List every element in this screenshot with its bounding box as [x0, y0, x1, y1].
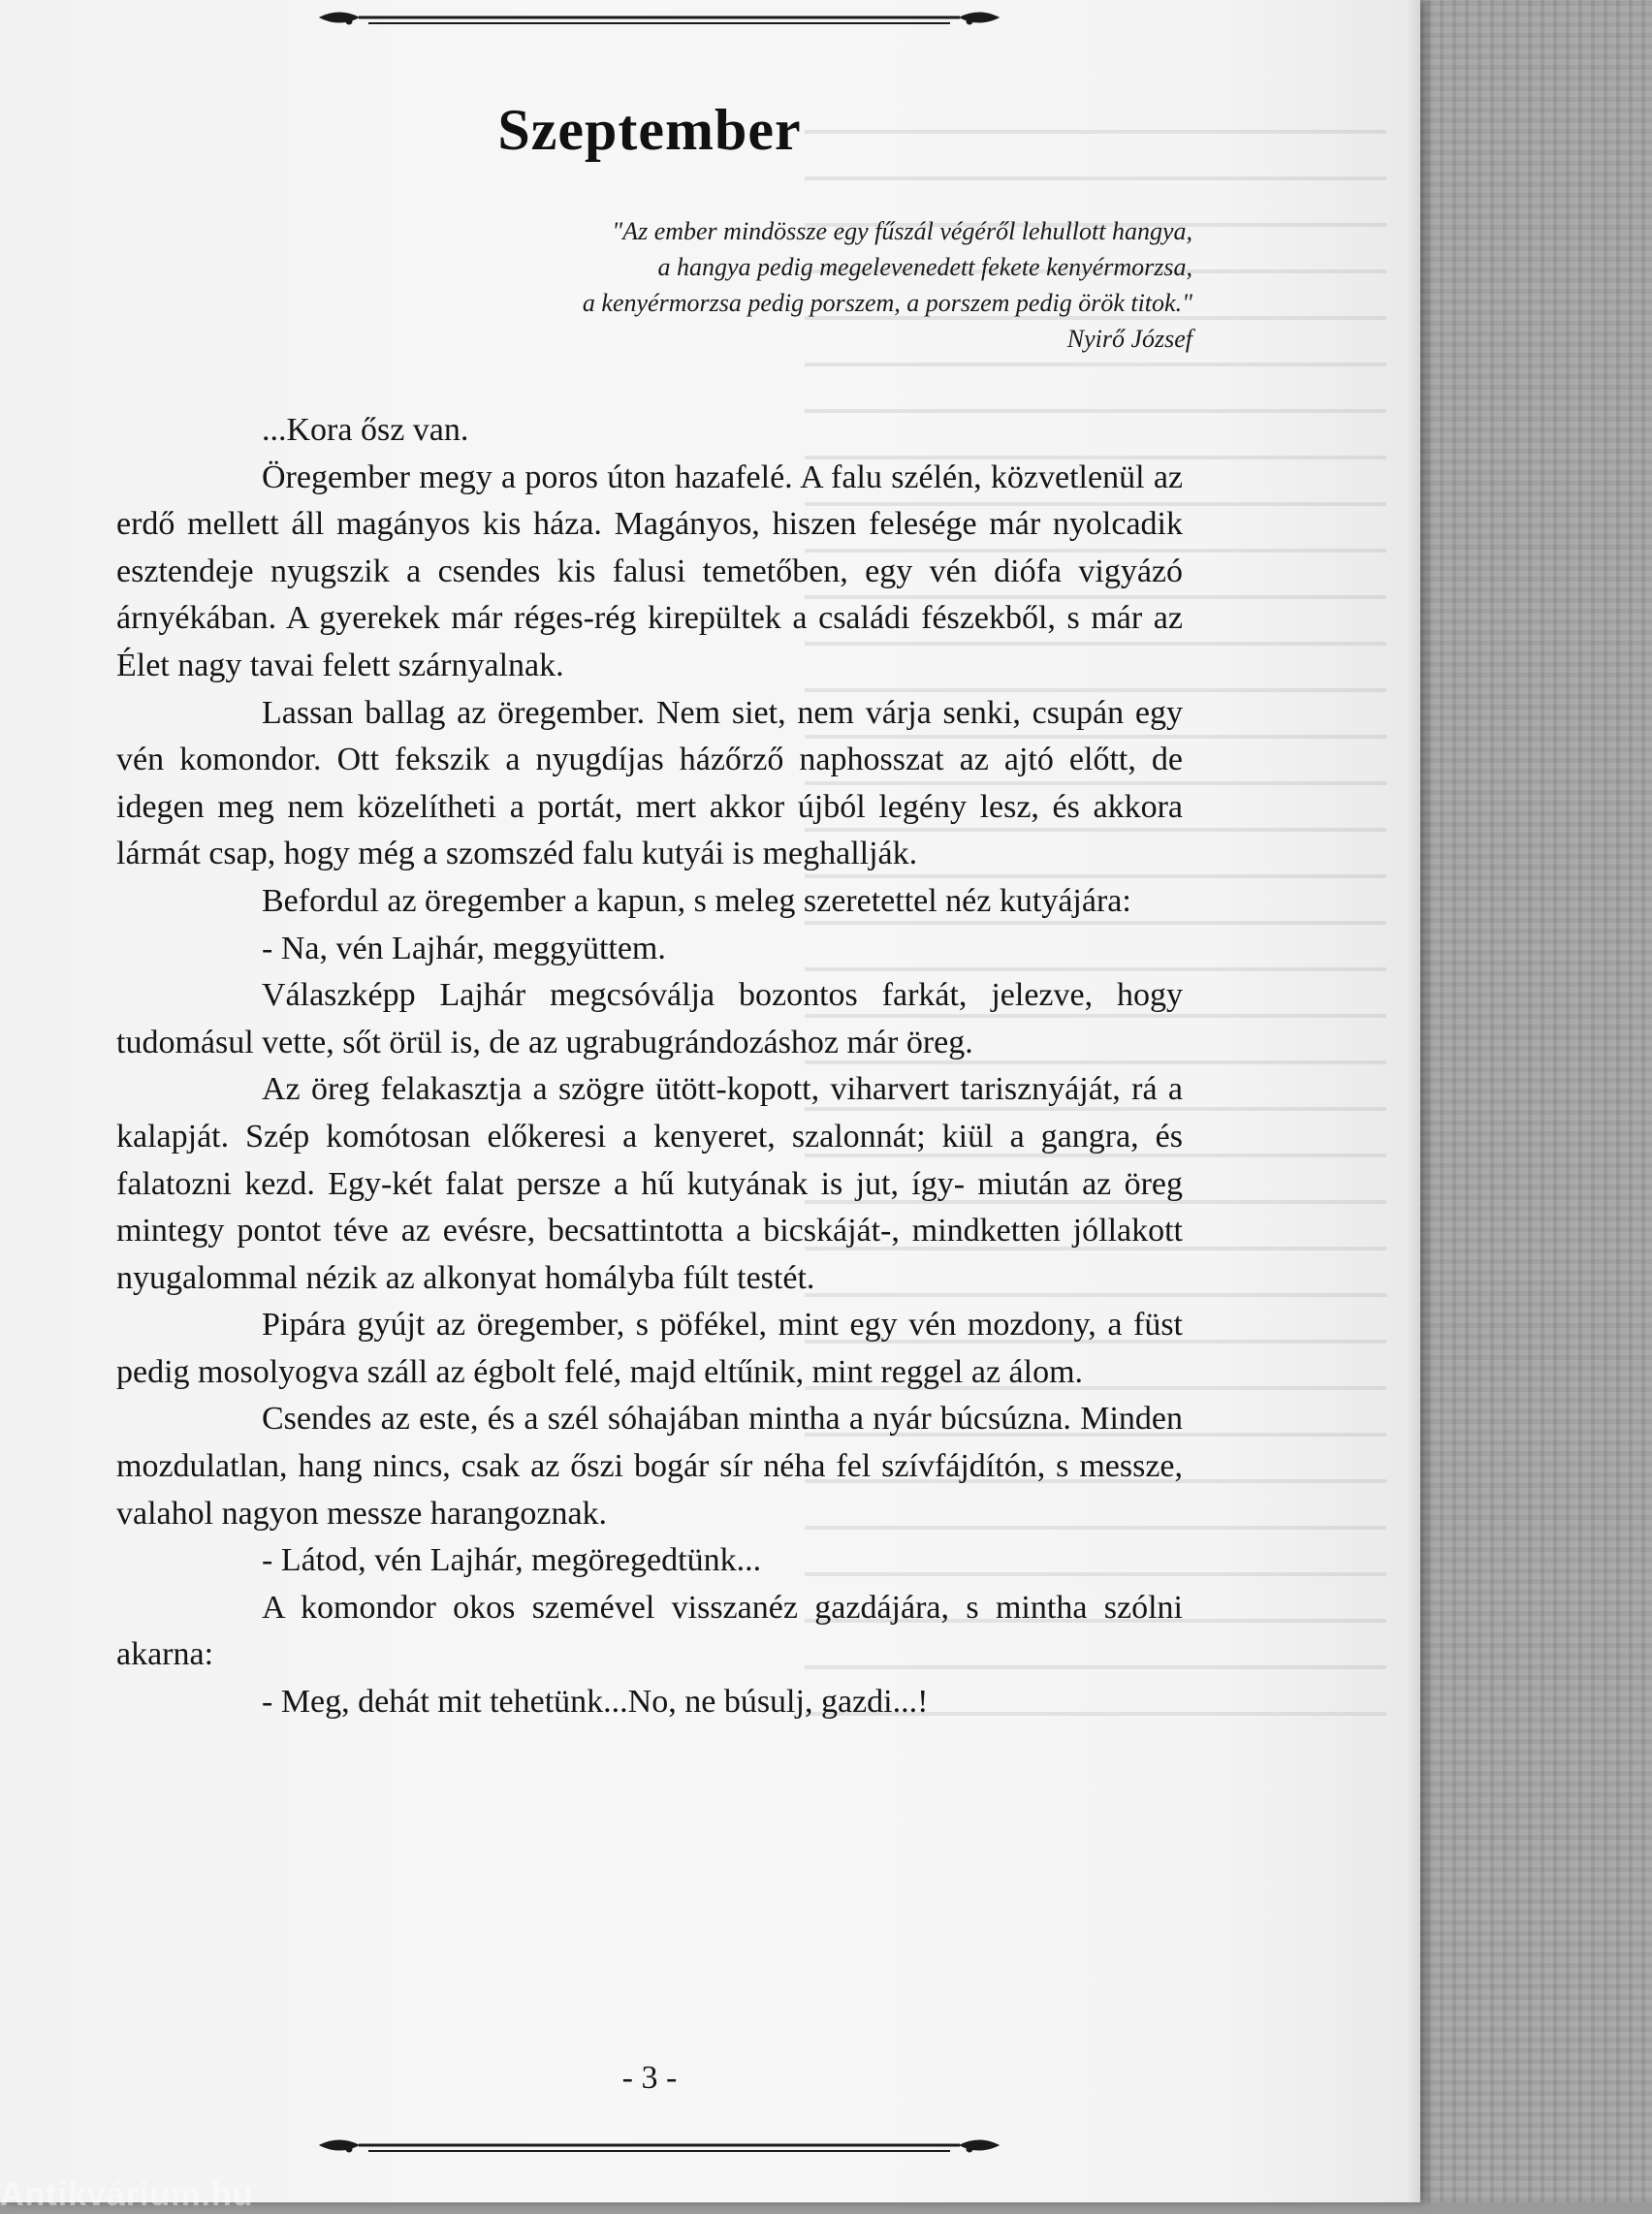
- epigraph-line: a kenyérmorzsa pedig porszem, a porszem pedig örök titok.": [582, 289, 1192, 317]
- paragraph: A komondor okos szemével visszanéz gazdájára, s mintha szólni akarna:: [116, 1589, 1183, 1673]
- epigraph: [291, 213, 1192, 357]
- dialogue-line: - Meg, dehát mit tehetünk...No, ne búsulj, gazdi...!: [262, 1684, 929, 1721]
- epigraph-line: a hangya pedig megelevenedett fekete kenyérmorzsa,: [657, 253, 1192, 281]
- paragraph: ...Kora ősz van.: [262, 412, 469, 448]
- paragraph: Az öreg felakasztja a szögre ütött-kopott, viharvert tarisznyáját, rá a kalapját. Szép komótosan előkeresi a kenyeret, szalonnát; kiül a gangra, és falatozni kezd. Egy-két falat persze a hű kutyának is jut, így- miután az öreg mintegy pontot téve az evésre, becsattintotta a bicskáját-, mindketten jóllakott nyugalommal nézik az alkonyat homályba fúlt testét.: [116, 1071, 1183, 1296]
- bottom-ornament: [310, 2128, 1008, 2167]
- dialogue-line: - Na, vén Lajhár, meggyüttem.: [262, 930, 666, 966]
- paragraph: Válaszképp Lajhár megcsóválja bozontos farkát, jelezve, hogy tudomásul vette, sőt örül is, de az ugrabugrándozáshoz már öreg.: [116, 977, 1183, 1060]
- paragraph: Pipára gyújt az öregember, s pöfékel, mint egy vén mozdony, a füst pedig mosolyogva száll az égbolt felé, majd eltűnik, mint reggel az álom.: [116, 1307, 1183, 1390]
- page-edge: [1408, 0, 1420, 2202]
- site-watermark: Antikvárium.hu: [0, 2176, 254, 2213]
- page-number: - 3 -: [621, 2060, 678, 2096]
- epigraph-line: "Az ember mindössze egy fűszál végéről lehullott hangya,: [612, 217, 1192, 245]
- epigraph-author: Nyirő József: [1066, 325, 1192, 353]
- paragraph: Csendes az este, és a szél sóhajában mintha a nyár búcsúzna. Minden mozdulatlan, hang nincs, csak az őszi bogár sír néha fel szívfájdítón, s messze, valahol nagyon messze harangoznak.: [116, 1401, 1183, 1532]
- dialogue-line: - Látod, vén Lajhár, megöregedtünk...: [262, 1542, 762, 1579]
- paragraph: Befordul az öregember a kapun, s meleg szeretettel néz kutyájára:: [262, 882, 1131, 919]
- paragraph: Lassan ballag az öregember. Nem siet, nem várja senki, csupán egy vén komondor. Ott fekszik a nyugdíjas házőrző naphosszat az ajtó előtt, de idegen meg nem közelítheti a portát, mert akkor újból legény lesz, és akkora lármát csap, hogy még a szomszéd falu kutyái is meghallják.: [116, 694, 1183, 872]
- page-title: Szeptember: [497, 98, 802, 162]
- story-text: [116, 407, 1183, 1726]
- paragraph: Öregember megy a poros úton hazafelé. A falu szélén, közvetlenül az erdő mellett áll magányos kis háza. Magányos, hiszen felesége már nyolcadik esztendeje nyugszik a csendes kis falusi temetőben, egy vén diófa vigyázó árnyékában. A gyerekek már réges-rég kirepültek a családi fészekből, s már az Élet nagy tavai felett szárnyalnak.: [116, 459, 1183, 683]
- top-ornament: [310, 0, 1008, 39]
